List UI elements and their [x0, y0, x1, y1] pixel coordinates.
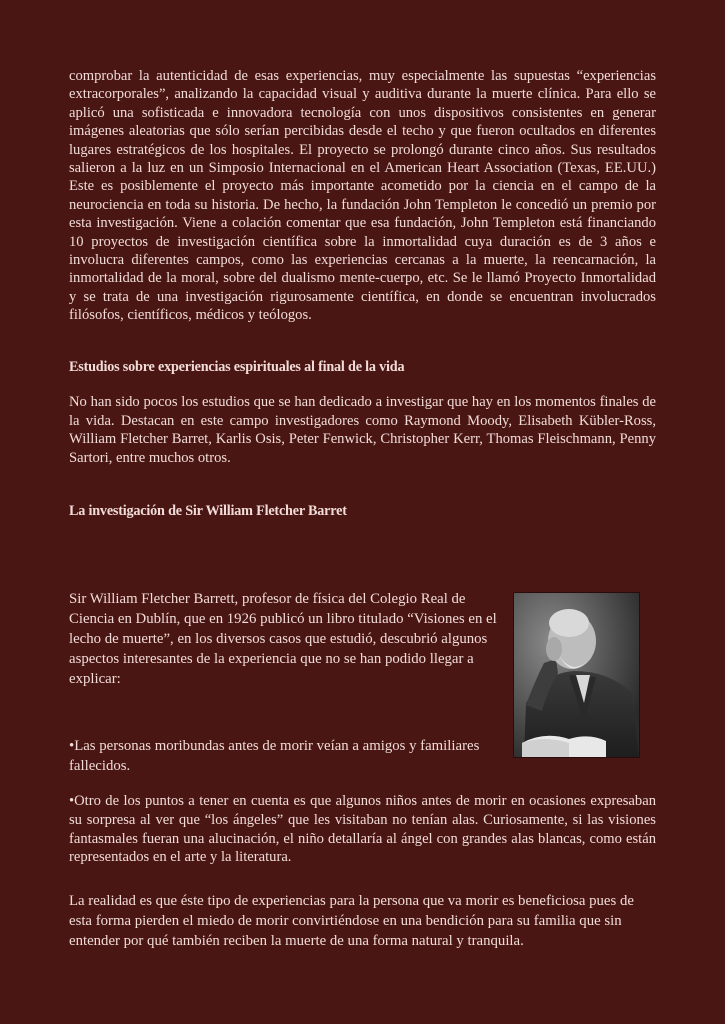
body-paragraph-templeton: comprobar la autenticidad de esas experiencias, muy especialmente las supuestas “experiencias extracorporales”, analizando la capacidad visual y auditiva durante la muerte clínica. Para ello se aplicó una sofisticada e innovadora tecnología con unos dispositivos consistentes en generar imágenes aleatorias que sólo serían percibidas desde el techo y que fueron ocultados en diferentes lugares estratégicos de los hospitales. El proyecto se prolongó durante cinco años. Sus resultados salieron a la luz en un Simposio Internacional en el American Heart Association (Texas, EE.UU.) Este es posiblemente el proyecto más importante acometido por la ciencia en el campo de la neurociencia en toda su historia. De hecho, la fundación John Templeton le concedió un premio por esta investigación. Viene a colación comentar que esa fundación, John Templeton está financiando 10 proyectos de investigación científica sobre la inmortalidad cuya duración es de 3 años e involucra diferentes campos, como las experiencias cercanas a la muerte, la reencarnación, la inmortalidad de la moral, sobre del dualismo mente-cuerpo, etc. Se le llamó Proyecto Inmortalidad y se trata de una investigación rigurosamente científica, en donde se encuentran involucrados filósofos, científicos, médicos y teólogos. — [69, 68, 656, 324]
body-paragraph-researchers: No han sido pocos los estudios que se han dedicado a investigar que hay en los momentos finales de la vida. Destacan en este campo investigadores como Raymond Moody, Elisabeth Kübler-Ross, William Fletcher Barret, Karlis Osis, Peter Fenwick, Christopher Kerr, Thomas Fleischmann, Penny Sartori, entre muchos otros. — [69, 394, 656, 466]
section-heading-end-of-life-studies: Estudios sobre experiencias espirituales al final de la vida — [69, 359, 405, 375]
bullet-item-deceased-relatives — [69, 736, 499, 776]
portrait-image — [514, 593, 639, 757]
bullet-text: Las personas moribundas antes de morir veían a amigos y familiares fallecidos. — [69, 738, 480, 774]
bullet-icon: • — [69, 793, 75, 809]
portrait-photo-barrett — [513, 592, 640, 758]
body-paragraph-barrett: Sir William Fletcher Barrett, profesor de física del Colegio Real de Ciencia en Dublín, que en 1926 publicó un libro titulado “Visiones en el lecho de muerte”, en los diversos casos que estudió, descubrió algunos aspectos interesantes de la experiencia que no se han podido llegar a explicar: — [69, 591, 497, 687]
body-paragraph-conclusion: La realidad es que éste tipo de experiencias para la persona que va morir es beneficiosa pues de esta forma pierden el miedo de morir convirtiéndose en una bendición para su familia que sin entender por qué también reciben la muerte de una forma natural y tranquila. — [69, 893, 634, 950]
section-heading-barrett-research: La investigación de Sir William Fletcher Barret — [69, 503, 347, 519]
bullet-item-angels-without-wings — [69, 792, 656, 867]
bullet-icon: • — [69, 738, 75, 754]
bullet-text: Otro de los puntos a tener en cuenta es que algunos niños antes de morir en ocasiones expresaban su sorpresa al ver que “los ángeles” que les visitaban no tenían alas. Curiosamente, si las visiones fantasmales fueran una alucinación, el niño detallaría al ángel con grandes alas blancas, como están representados en el arte y la literatura. — [69, 793, 656, 866]
